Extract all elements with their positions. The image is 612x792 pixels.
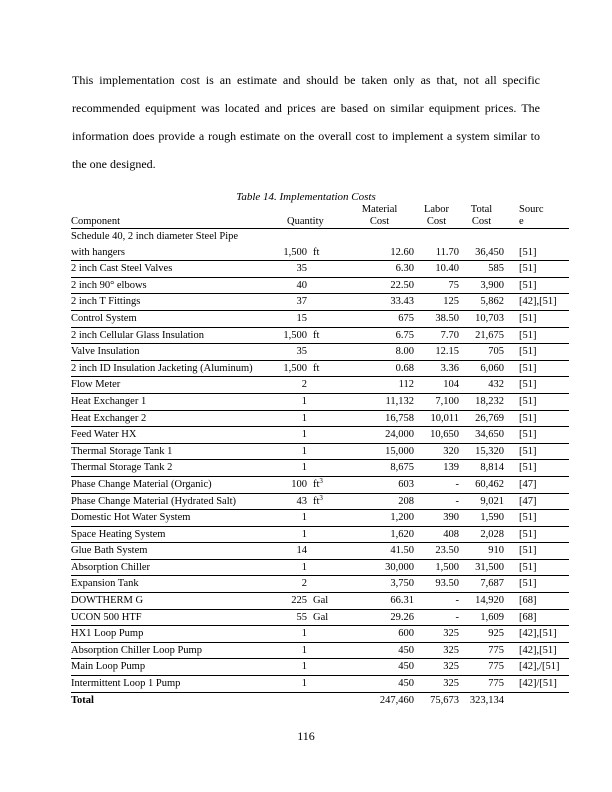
total-label: Total [71,694,94,706]
total-cost-cell: 705 [459,344,504,361]
material-cost-cell: 1,200 [345,510,414,527]
table-row [71,559,569,576]
header-component: Component [71,216,267,229]
material-cost-cell: 675 [345,310,414,327]
source-cell: [42],[51] [504,642,569,659]
implementation-costs-table [71,204,569,708]
component-cell: Flow Meter [71,377,267,394]
component-cell: Space Heating System [71,526,267,543]
total-cost-cell: 1,609 [459,609,504,626]
source-cell: [47] [504,476,569,493]
table-row [71,593,569,610]
table-row [71,443,569,460]
component-cell: Feed Water HX [71,427,267,444]
component-cell: Main Loop Pump [71,659,267,676]
labor-cost-cell: 104 [414,377,459,394]
unit-superscript: 3 [319,493,323,502]
quantity-cell: 1 [267,526,307,543]
source-cell: [68] [504,593,569,610]
quantity-cell: 35 [267,261,307,278]
component-cell: Thermal Storage Tank 1 [71,443,267,460]
quantity-cell: 1,500 [267,360,307,377]
total-cost-cell: 775 [459,676,504,693]
page-number: 116 [297,729,315,743]
labor-cost-cell: 325 [414,626,459,643]
unit-cell: Gal [307,593,345,610]
quantity-cell: 1 [267,410,307,427]
header-material-top: Material [361,204,398,215]
table-row [71,344,569,361]
total-labor-cost: 75,673 [430,694,459,706]
material-cost-cell: 24,000 [345,427,414,444]
labor-cost-cell: 10,650 [414,427,459,444]
unit-cell: $ft^3$ [307,493,345,510]
total-cost-cell: 8,814 [459,460,504,477]
component-cell: 2 inch ID Insulation Jacketing (Aluminum) [71,360,267,377]
total-cost-cell: 36,450 [459,245,504,261]
source-cell: [51] [504,510,569,527]
table-row [71,294,569,311]
header-source-top: Sourc [519,204,544,215]
material-cost-cell: 450 [345,676,414,693]
material-cost-cell: 66.31 [345,593,414,610]
unit-cell [307,427,345,444]
quantity-cell: 14 [267,543,307,560]
material-cost-cell: 3,750 [345,576,414,593]
unit-cell [307,659,345,676]
material-cost-cell: 8.00 [345,344,414,361]
header-quantity: Quantity [267,216,345,229]
total-cost-cell: 775 [459,659,504,676]
unit-cell [307,510,345,527]
source-cell: [51] [504,377,569,394]
source-cell: [51] [504,410,569,427]
material-cost-cell: 6.30 [345,261,414,278]
quantity-cell: 37 [267,294,307,311]
component-cell: Thermal Storage Tank 2 [71,460,267,477]
labor-cost-cell: 325 [414,659,459,676]
material-cost-cell: 8,675 [345,460,414,477]
component-cell: Heat Exchanger 2 [71,410,267,427]
quantity-cell: 1 [267,676,307,693]
unit-cell [307,344,345,361]
component-cell: Control System [71,310,267,327]
table-row [71,676,569,693]
table-row [71,609,569,626]
component-cell: HX1 Loop Pump [71,626,267,643]
labor-cost-cell: 38.50 [414,310,459,327]
labor-cost-cell: - [414,609,459,626]
labor-cost-cell: 93.50 [414,576,459,593]
source-cell: [68] [504,609,569,626]
header-source-bottom: e [504,216,569,229]
material-cost-cell: 11,132 [345,393,414,410]
table-row [71,460,569,477]
intro-paragraph: This implementation cost is an estimate and should be taken only as that, not all specific recommended equipment was located and prices are based on similar equipment prices. The information does provide a rough estimate on the overall cost to implement a system similar to the one designed. [72,73,540,171]
unit-cell [307,294,345,311]
material-cost-cell: 112 [345,377,414,394]
quantity-cell: 2 [267,576,307,593]
component-cell: Intermittent Loop 1 Pump [71,676,267,693]
unit-cell [307,310,345,327]
total-cost-cell: 26,769 [459,410,504,427]
total-cost-cell: 34,650 [459,427,504,444]
source-cell: [51] [504,443,569,460]
quantity-cell: 100 [267,476,307,493]
total-cost-cell: 21,675 [459,327,504,344]
total-cost-cell: 6,060 [459,360,504,377]
source-cell: [51] [504,327,569,344]
table-row [71,277,569,294]
quantity-cell: 1 [267,659,307,676]
table-row [71,642,569,659]
labor-cost-cell: 10,011 [414,410,459,427]
material-cost-cell: 41.50 [345,543,414,560]
quantity-cell: 35 [267,344,307,361]
source-cell: [51] [504,559,569,576]
labor-cost-cell: 139 [414,460,459,477]
table-row [71,377,569,394]
component-cell: Glue Bath System [71,543,267,560]
labor-cost-cell: 23.50 [414,543,459,560]
table-row [71,626,569,643]
material-cost-cell: 30,000 [345,559,414,576]
table-row [71,327,569,344]
component-cell: DOWTHERM G [71,593,267,610]
material-cost-cell: 0.68 [345,360,414,377]
labor-cost-cell: - [414,593,459,610]
unit-cell: ft [307,245,345,261]
labor-cost-cell: 1,500 [414,559,459,576]
total-cost-cell: 775 [459,642,504,659]
total-cost-cell: 31,500 [459,559,504,576]
quantity-cell: 225 [267,593,307,610]
unit-cell: Gal [307,609,345,626]
component-cell: Absorption Chiller [71,559,267,576]
component-cell: Heat Exchanger 1 [71,393,267,410]
source-cell: [42],[51] [504,294,569,311]
table-row [71,261,569,278]
material-cost-cell: 1,620 [345,526,414,543]
component-cell: 2 inch 90° elbows [71,277,267,294]
labor-cost-cell: 325 [414,642,459,659]
unit-cell [307,576,345,593]
total-cost-cell: 9,021 [459,493,504,510]
total-cost-cell: 5,862 [459,294,504,311]
unit-cell [307,443,345,460]
header-material-bottom: Cost [345,216,414,229]
quantity-cell: 1 [267,427,307,444]
source-cell: [51] [504,344,569,361]
table-row [71,659,569,676]
unit-cell [307,626,345,643]
total-cost-cell: 585 [459,261,504,278]
labor-cost-cell: 7,100 [414,393,459,410]
unit-cell [307,377,345,394]
table-row [71,310,569,327]
unit-cell [307,277,345,294]
total-cost-cell: 1,590 [459,510,504,527]
table-row [71,360,569,377]
source-cell: [51] [504,245,569,261]
table-row [71,427,569,444]
unit-cell [307,410,345,427]
component-cell: Schedule 40, 2 inch diameter Steel Pipe [71,231,239,242]
source-cell: [47] [504,493,569,510]
unit-cell: ft [307,327,345,344]
table-caption: Table 14. Implementation Costs [236,191,376,203]
labor-cost-cell: 125 [414,294,459,311]
material-cost-cell: 33.43 [345,294,414,311]
total-cost-cell: 15,320 [459,443,504,460]
material-cost-cell: 12.60 [345,245,414,261]
source-cell: [51] [504,576,569,593]
header-total-top: Total [470,204,493,215]
unit-cell [307,460,345,477]
quantity-cell: 1,500 [267,245,307,261]
total-cost-cell: 18,232 [459,393,504,410]
total-cost-cell: 925 [459,626,504,643]
labor-cost-cell: 7.70 [414,327,459,344]
source-cell: [51] [504,393,569,410]
total-cost-cell: 2,028 [459,526,504,543]
labor-cost-cell: - [414,476,459,493]
component-cell: Valve Insulation [71,344,267,361]
table-row [71,543,569,560]
unit-cell [307,543,345,560]
material-cost-cell: 16,758 [345,410,414,427]
unit-cell [307,559,345,576]
labor-cost-cell: 10.40 [414,261,459,278]
total-cost-cell: 432 [459,377,504,394]
total-cost-cell: 10,703 [459,310,504,327]
table-row [71,576,569,593]
quantity-cell: 2 [267,377,307,394]
source-cell: [51] [504,526,569,543]
component-cell: 2 inch Cast Steel Valves [71,261,267,278]
material-cost-cell: 600 [345,626,414,643]
source-cell: [42],[51] [504,626,569,643]
table-row [71,393,569,410]
quantity-cell: 1,500 [267,327,307,344]
unit-cell: $ft^3$ [307,476,345,493]
labor-cost-cell: 3.36 [414,360,459,377]
header-total-bottom: Cost [459,216,504,229]
table-row [71,476,569,493]
total-total-cost: 323,134 [469,694,504,706]
total-cost-cell: 14,920 [459,593,504,610]
quantity-cell: 1 [267,559,307,576]
table-row [71,526,569,543]
labor-cost-cell: 390 [414,510,459,527]
source-cell: [51] [504,460,569,477]
source-cell: [42]/[51] [504,676,569,693]
source-cell: [51] [504,543,569,560]
unit-cell [307,526,345,543]
quantity-cell: 1 [267,393,307,410]
labor-cost-cell: 75 [414,277,459,294]
component-cell: with hangers [71,245,267,261]
total-cost-cell: 3,900 [459,277,504,294]
unit-cell [307,393,345,410]
component-cell: Absorption Chiller Loop Pump [71,642,267,659]
unit-cell [307,676,345,693]
unit-cell [307,642,345,659]
quantity-cell: 1 [267,460,307,477]
material-cost-cell: 6.75 [345,327,414,344]
material-cost-cell: 22.50 [345,277,414,294]
unit-superscript: 3 [319,476,323,485]
table-row-first-line [71,229,569,245]
header-labor-top: Labor [423,204,450,215]
material-cost-cell: 603 [345,476,414,493]
total-cost-cell: 910 [459,543,504,560]
source-cell: [51] [504,360,569,377]
total-material-cost: 247,460 [379,694,414,706]
component-cell: UCON 500 HTF [71,609,267,626]
unit-cell: ft [307,360,345,377]
material-cost-cell: 450 [345,659,414,676]
quantity-cell: 1 [267,642,307,659]
quantity-cell: 15 [267,310,307,327]
material-cost-cell: 450 [345,642,414,659]
material-cost-cell: 29.26 [345,609,414,626]
quantity-cell: 55 [267,609,307,626]
quantity-cell: 40 [267,277,307,294]
component-cell: 2 inch Cellular Glass Insulation [71,327,267,344]
table-row [71,245,569,261]
material-cost-cell: 208 [345,493,414,510]
quantity-cell: 1 [267,626,307,643]
quantity-cell: 1 [267,443,307,460]
source-cell: [51] [504,427,569,444]
labor-cost-cell: 12.15 [414,344,459,361]
source-cell: [51] [504,310,569,327]
component-cell: Domestic Hot Water System [71,510,267,527]
component-cell: Expansion Tank [71,576,267,593]
material-cost-cell: 15,000 [345,443,414,460]
table-row [71,510,569,527]
total-cost-cell: 7,687 [459,576,504,593]
total-cost-cell: 60,462 [459,476,504,493]
labor-cost-cell: 320 [414,443,459,460]
table-row [71,493,569,510]
component-cell: Phase Change Material (Organic) [71,476,267,493]
labor-cost-cell: 325 [414,676,459,693]
labor-cost-cell: 408 [414,526,459,543]
source-cell: [42],/[51] [504,659,569,676]
component-cell: Phase Change Material (Hydrated Salt) [71,493,267,510]
table-row [71,410,569,427]
component-cell: 2 inch T Fittings [71,294,267,311]
labor-cost-cell: - [414,493,459,510]
header-labor-bottom: Cost [414,216,459,229]
labor-cost-cell: 11.70 [414,245,459,261]
source-cell: [51] [504,261,569,278]
total-row [71,692,569,708]
source-cell: [51] [504,277,569,294]
quantity-cell: 43 [267,493,307,510]
quantity-cell: 1 [267,510,307,527]
unit-cell [307,261,345,278]
